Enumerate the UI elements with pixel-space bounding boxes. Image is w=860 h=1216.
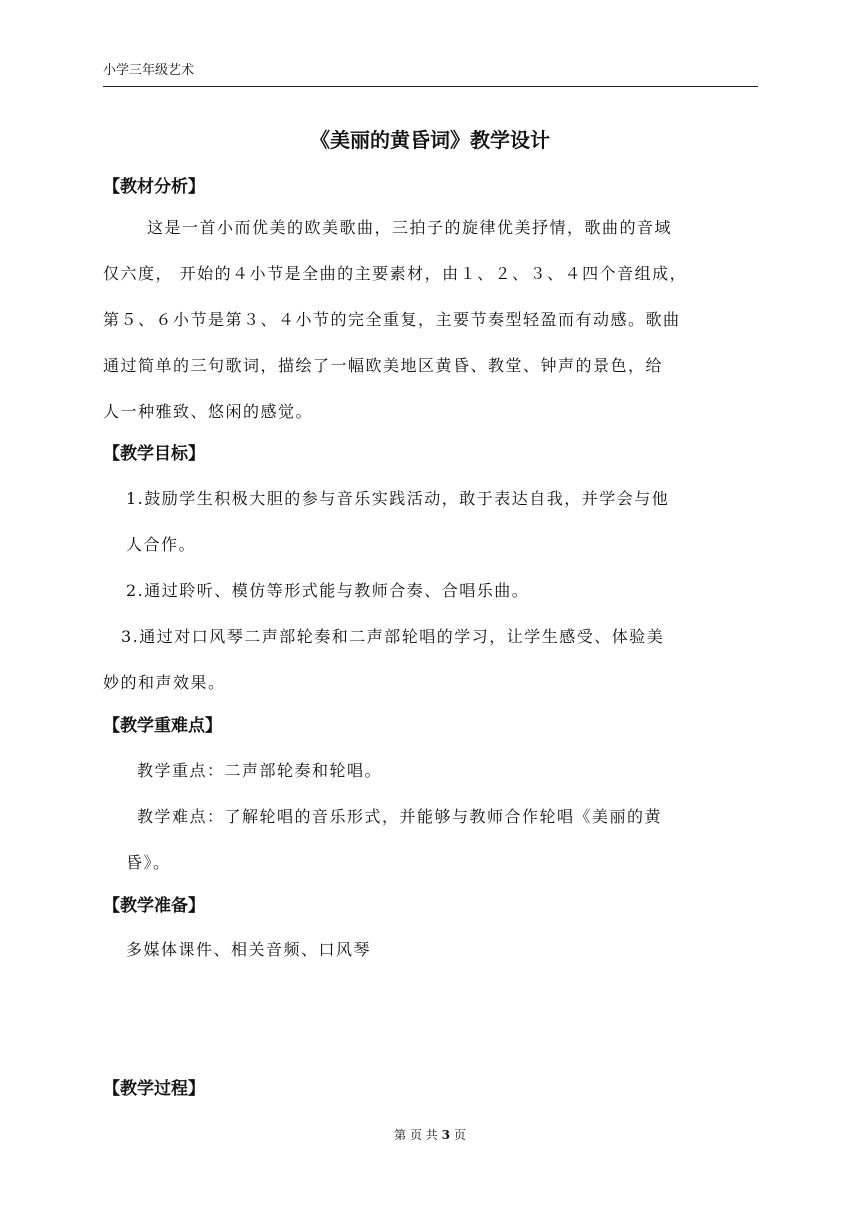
preparation-text: 多媒体课件、相关音频、口风琴	[126, 940, 372, 959]
goal-item-3-line-1: 3.通过对口风琴二声部轮奏和二声部轮唱的学习，让学生感受、体验美	[121, 627, 665, 646]
analysis-line-5: 人一种雅致、悠闲的感觉。	[103, 402, 314, 421]
keypoint-difficulty-line-2: 昏》。	[126, 853, 171, 872]
analysis-line-3: 第５、６小节是第３、４小节的完全重复，主要节奏型轻盈而有动感。歌曲	[103, 310, 681, 329]
header-divider	[103, 86, 758, 87]
analysis-line-4: 通过简单的三句歌词，描绘了一幅欧美地区黄昏、教堂、钟声的景色，给	[103, 356, 664, 375]
section-heading-goals: 【教学目标】	[103, 444, 205, 464]
analysis-line-2: 仅六度， 开始的４小节是全曲的主要素材，由１、２、３、４四个音组成，	[103, 264, 688, 283]
section-heading-process: 【教学过程】	[103, 1079, 205, 1099]
section-heading-preparation: 【教学准备】	[103, 896, 205, 916]
document-title: 《美丽的黄昏词》教学设计	[310, 128, 550, 152]
footer-total-pages: 3	[441, 1128, 450, 1142]
footer-prefix: 第 页 共	[394, 1128, 438, 1142]
section-heading-keypoints: 【教学重难点】	[103, 716, 222, 736]
footer-suffix: 页	[453, 1128, 466, 1142]
goal-item-2: 2.通过聆听、模仿等形式能与教师合奏、合唱乐曲。	[126, 581, 530, 600]
goal-item-3-line-2: 妙的和声效果。	[103, 673, 226, 692]
analysis-line-1: 这是一首小而优美的欧美歌曲，三拍子的旋律优美抒情，歌曲的音域	[147, 218, 673, 237]
keypoint-difficulty-line-1: 教学难点：了解轮唱的音乐形式，并能够与教师合作轮唱《美丽的黄	[137, 807, 663, 826]
goal-item-1-line-2: 人合作。	[126, 535, 197, 554]
header-note: 小学三年级艺术	[103, 63, 195, 78]
page-footer	[0, 1127, 860, 1143]
keypoint-focus: 教学重点：二声部轮奏和轮唱。	[137, 761, 383, 780]
section-heading-analysis: 【教材分析】	[103, 177, 205, 197]
goal-item-1-line-1: 1.鼓励学生积极大胆的参与音乐实践活动，敢于表达自我，并学会与他	[126, 489, 670, 508]
